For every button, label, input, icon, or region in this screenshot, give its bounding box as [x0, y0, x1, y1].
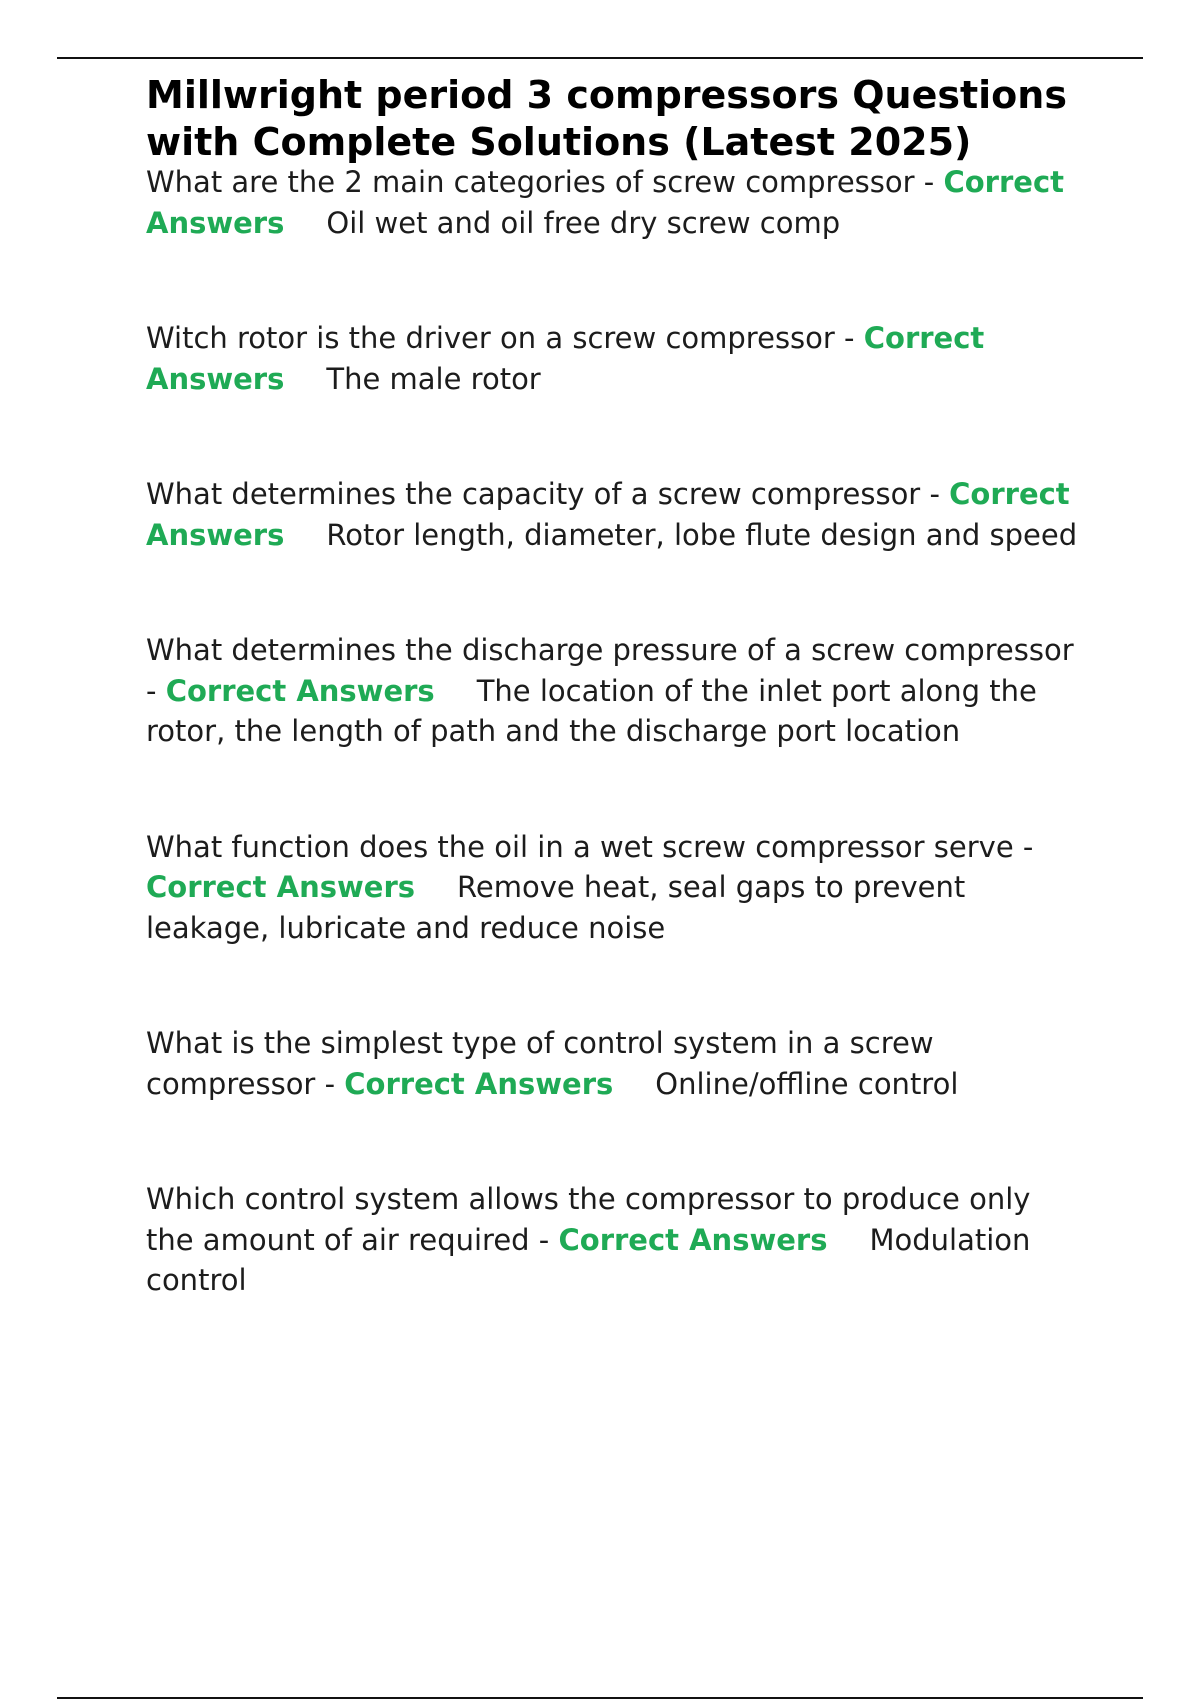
- document-body: [146, 72, 1086, 1301]
- answer-text: Remove heat, seal gaps to prevent leakage, lubricate and reduce noise: [146, 870, 966, 945]
- top-rule: [57, 57, 1143, 59]
- document-title: Millwright period 3 compressors Questions with Complete Solutions (Latest 2025): [146, 73, 1067, 164]
- answer-text: Online/offline control: [655, 1066, 959, 1101]
- correct-answers-label: Correct Answers: [146, 477, 1070, 552]
- question-text: What are the 2 main categories of screw compressor -: [146, 165, 944, 199]
- bottom-rule: [57, 1697, 1143, 1699]
- qa-item-3: [146, 474, 1086, 555]
- correct-answers-label: Correct Answers: [146, 321, 985, 396]
- correct-answers-label: Correct Answers: [344, 1066, 614, 1101]
- qa-item-6: [146, 1023, 1086, 1104]
- qa-item-7: [146, 1179, 1086, 1301]
- qa-item-5: [146, 827, 1086, 949]
- qa-item-1: [146, 162, 1086, 243]
- question-text: What determines the discharge pressure of a screw compressor -: [146, 633, 1074, 708]
- answer-text: The male rotor: [326, 361, 541, 396]
- answer-text: Oil wet and oil free dry screw comp: [326, 205, 841, 240]
- qa-item-4: [146, 630, 1086, 752]
- answer-text: Rotor length, diameter, lobe flute design and speed: [326, 517, 1078, 552]
- answer-text: Modulation control: [146, 1222, 1031, 1297]
- question-text: What function does the oil in a wet screw compressor serve -: [146, 829, 1034, 864]
- question-text: What is the simplest type of control system in a screw compressor -: [146, 1026, 934, 1101]
- correct-answers-label: Correct Answers: [146, 870, 416, 904]
- answer-text: The location of the inlet port along the rotor, the length of path and the discharge port location: [146, 673, 1037, 748]
- correct-answers-label: Correct Answers: [558, 1222, 828, 1257]
- question-text: What determines the capacity of a screw compressor -: [146, 477, 950, 511]
- correct-answers-label: Correct Answers: [146, 165, 1064, 240]
- question-text: Witch rotor is the driver on a screw compressor -: [146, 321, 864, 355]
- correct-answers-label: Correct Answers: [165, 673, 435, 708]
- qa-item-2: [146, 318, 1086, 399]
- question-text: Which control system allows the compressor to produce only the amount of air required -: [146, 1182, 1031, 1257]
